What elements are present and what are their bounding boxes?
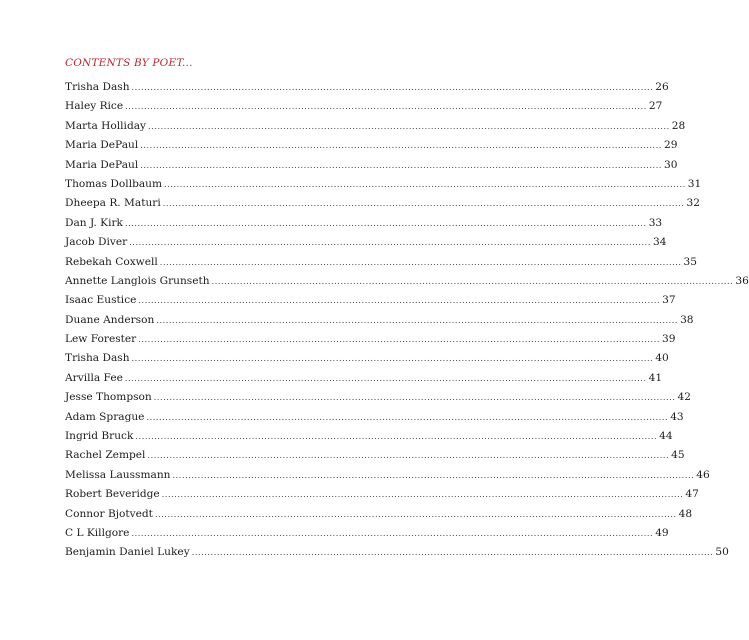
toc-entry [65, 255, 698, 275]
dot-leader: ...................................................................................................................................................................... [162, 199, 685, 209]
page-number: 37 [662, 294, 676, 307]
page-number: 43 [670, 410, 684, 423]
toc-entry [65, 158, 678, 178]
poet-name: Trisha Dash [65, 352, 130, 365]
page-number: 34 [652, 236, 667, 249]
dot-leader: ...................................................................................................................................................................... [129, 238, 651, 248]
toc-entry [65, 197, 700, 216]
page-number: 31 [687, 177, 702, 190]
dot-leader: ...................................................................................................................................................................... [140, 141, 662, 151]
poet-name: Marta Holliday [65, 119, 147, 132]
dot-leader: ...................................................................................................................................................................... [131, 528, 654, 538]
poet-name: Lew Forester [65, 333, 137, 346]
page-number: 45 [671, 449, 685, 462]
dot-leader: ...................................................................................................................................................................... [148, 121, 670, 131]
poet-name: Robert Beveridge [65, 488, 160, 501]
poet-name: Maria DePaul [65, 158, 139, 171]
page-number: 40 [655, 352, 669, 365]
page-number: 35 [683, 255, 698, 268]
page-number: 50 [715, 546, 729, 559]
page-number: 26 [655, 81, 669, 93]
poet-name: Trisha Dash [65, 81, 130, 93]
dot-leader: ...................................................................................................................................................................... [161, 490, 684, 500]
dot-leader: ...................................................................................................................................................................... [138, 335, 660, 345]
page-number: 33 [648, 216, 663, 229]
page-number: 48 [678, 507, 693, 520]
page-number: 36 [735, 274, 749, 287]
dot-leader: ...................................................................................................................................................................... [135, 432, 658, 442]
poet-name: Annette Langlois Grunseth [65, 274, 210, 287]
dot-leader: ...................................................................................................................................................................... [131, 83, 654, 92]
toc-entry [65, 139, 678, 158]
poet-name: Benjamin Daniel Lukey [65, 546, 190, 559]
contents-heading: CONTENTS BY POET... [65, 57, 193, 69]
dot-leader: ...................................................................................................................................................................... [147, 451, 670, 461]
dot-leader: ...................................................................................................................................................................... [131, 354, 654, 364]
dot-leader: ...................................................................................................................................................................... [172, 470, 695, 480]
poet-name: Rachel Zempel [65, 449, 146, 462]
dot-leader: ...................................................................................................................................................................... [211, 276, 734, 286]
poet-name: C L Killgore [65, 526, 130, 539]
toc-entry [65, 236, 667, 255]
toc-entry [65, 294, 676, 313]
poet-name: Connor Bjotvedt [65, 507, 153, 520]
poet-name: Ingrid Bruck [65, 430, 134, 443]
page-number: 30 [663, 158, 678, 171]
toc-entry [65, 216, 663, 236]
table-of-contents [65, 81, 749, 566]
dot-leader: ...................................................................................................................................................................... [124, 218, 647, 228]
poet-name: Jesse Thompson [65, 391, 152, 404]
dot-leader: ...................................................................................................................................................................... [146, 412, 669, 422]
dot-leader: ...................................................................................................................................................................... [138, 296, 661, 306]
page-number: 28 [671, 119, 686, 132]
poet-name: Jacob Diver [65, 236, 128, 249]
page-number: 39 [661, 333, 676, 346]
poet-name: Arvilla Fee [65, 371, 123, 384]
poet-name: Duane Anderson [65, 313, 155, 326]
toc-entry [65, 410, 684, 430]
toc-entry [65, 507, 693, 527]
poet-name: Dan J. Kirk [65, 216, 123, 229]
dot-leader: ...................................................................................................................................................................... [124, 373, 647, 383]
poet-name: Thomas Dollbaum [65, 177, 163, 190]
page-number: 44 [659, 430, 673, 443]
poet-name: Rebekah Coxwell [65, 255, 158, 268]
toc-entry [65, 391, 691, 410]
toc-entry [65, 274, 749, 294]
dot-leader: ...................................................................................................................................................................... [153, 393, 676, 403]
page-number: 47 [685, 488, 699, 501]
dot-leader: ...................................................................................................................................................................... [140, 160, 662, 170]
poet-name: Maria DePaul [65, 139, 139, 152]
poet-name: Dheepa R. Maturi [65, 197, 161, 210]
page-number: 38 [680, 313, 694, 326]
page-number: 27 [648, 100, 663, 113]
toc-entry [65, 526, 669, 546]
page-number: 41 [648, 371, 663, 384]
toc-entry [65, 488, 699, 507]
page-number: 29 [663, 139, 678, 152]
toc-entry [65, 313, 694, 333]
dot-leader: ...................................................................................................................................................................... [164, 179, 686, 189]
dot-leader: ...................................................................................................................................................................... [125, 102, 647, 112]
dot-leader: ...................................................................................................................................................................... [156, 315, 679, 325]
poet-name: Haley Rice [65, 100, 124, 113]
toc-entry [65, 177, 702, 197]
poet-name: Adam Sprague [65, 410, 145, 423]
dot-leader: ...................................................................................................................................................................... [159, 257, 682, 267]
toc-entry [65, 333, 676, 352]
dot-leader: ...................................................................................................................................................................... [154, 509, 677, 519]
toc-entry [65, 546, 729, 565]
toc-entry [65, 468, 710, 488]
poet-name: Isaac Eustice [65, 294, 137, 307]
toc-entry [65, 352, 669, 371]
page-number: 32 [686, 197, 700, 210]
page-number: 42 [677, 391, 691, 404]
toc-entry [65, 100, 663, 119]
page-number: 46 [696, 468, 710, 481]
page-number: 49 [655, 526, 669, 539]
toc-entry [65, 81, 669, 100]
dot-leader: ...................................................................................................................................................................... [191, 548, 714, 558]
toc-entry [65, 449, 685, 468]
toc-entry [65, 119, 686, 139]
poet-name: Melissa Laussmann [65, 468, 171, 481]
toc-entry [65, 371, 663, 391]
toc-entry [65, 430, 673, 449]
